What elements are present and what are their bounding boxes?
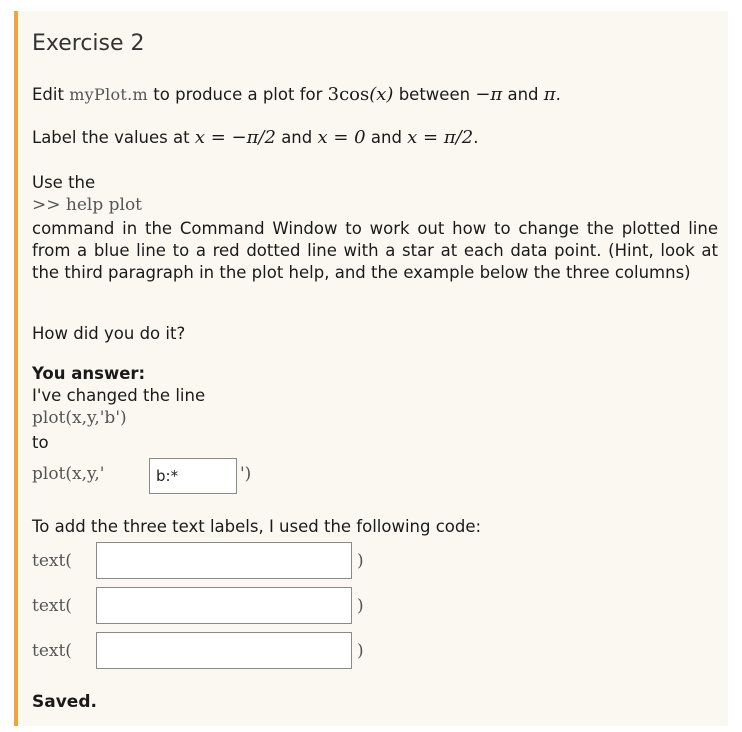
instruction-line-2 — [32, 127, 478, 148]
plot-style-input[interactable]: b:* — [149, 458, 237, 494]
line2-and-2: and — [370, 128, 402, 147]
label-point-2: x = 0 — [317, 127, 366, 148]
text-call-3-suffix: ) — [357, 641, 364, 661]
text-call-1-prefix: text( — [32, 551, 72, 571]
line1-end: . — [555, 85, 561, 104]
text-call-2-prefix: text( — [32, 596, 72, 616]
function-argument: (x) — [369, 84, 394, 105]
text-label-input-3[interactable] — [96, 632, 352, 669]
instruction-line-1 — [32, 84, 561, 105]
filename-code: myPlot.m — [69, 85, 149, 104]
line1-between: between — [398, 85, 471, 104]
answer-label: You answer: — [32, 364, 146, 383]
text-call-1-suffix: ) — [357, 551, 364, 571]
label-point-3: x = π/2 — [407, 127, 474, 148]
function-name: cos — [339, 84, 370, 105]
use-the-text: Use the — [32, 173, 96, 192]
help-paragraph: command in the Command Window to work out how to change the plotted line from a blue line to a red dotted line with a star at each data point. (Hint, look at the third paragraph in the plot help, and the example below the three columns) — [32, 219, 718, 282]
lower-bound: −π — [475, 84, 503, 105]
question-text: How did you do it? — [32, 324, 186, 343]
plot-code-suffix: ') — [240, 464, 252, 484]
saved-status: Saved. — [32, 692, 97, 712]
exercise-title: Exercise 2 — [32, 31, 145, 56]
line1-mid: to produce a plot for — [153, 85, 323, 104]
line2-prefix: Label the values at — [32, 128, 190, 147]
text-label-input-2[interactable] — [96, 587, 352, 624]
answer-changed-text: I've changed the line — [32, 386, 206, 405]
text-labels-intro: To add the three text labels, I used the following code: — [32, 517, 482, 536]
function-coefficient: 3 — [327, 84, 340, 105]
text-label-input-1[interactable] — [96, 542, 352, 579]
question-panel — [14, 11, 728, 726]
help-command-code: >> help plot — [32, 195, 143, 215]
upper-bound: π — [543, 84, 556, 105]
text-call-3-prefix: text( — [32, 641, 72, 661]
line2-end: . — [473, 128, 479, 147]
label-point-1: x = −π/2 — [194, 127, 276, 148]
answer-to-text: to — [32, 433, 49, 452]
original-plot-code: plot(x,y,'b') — [32, 408, 127, 428]
line1-prefix: Edit — [32, 85, 64, 104]
line2-and-1: and — [281, 128, 313, 147]
plot-code-prefix: plot(x,y,' — [32, 464, 105, 484]
text-call-2-suffix: ) — [357, 596, 364, 616]
line1-and: and — [507, 85, 539, 104]
